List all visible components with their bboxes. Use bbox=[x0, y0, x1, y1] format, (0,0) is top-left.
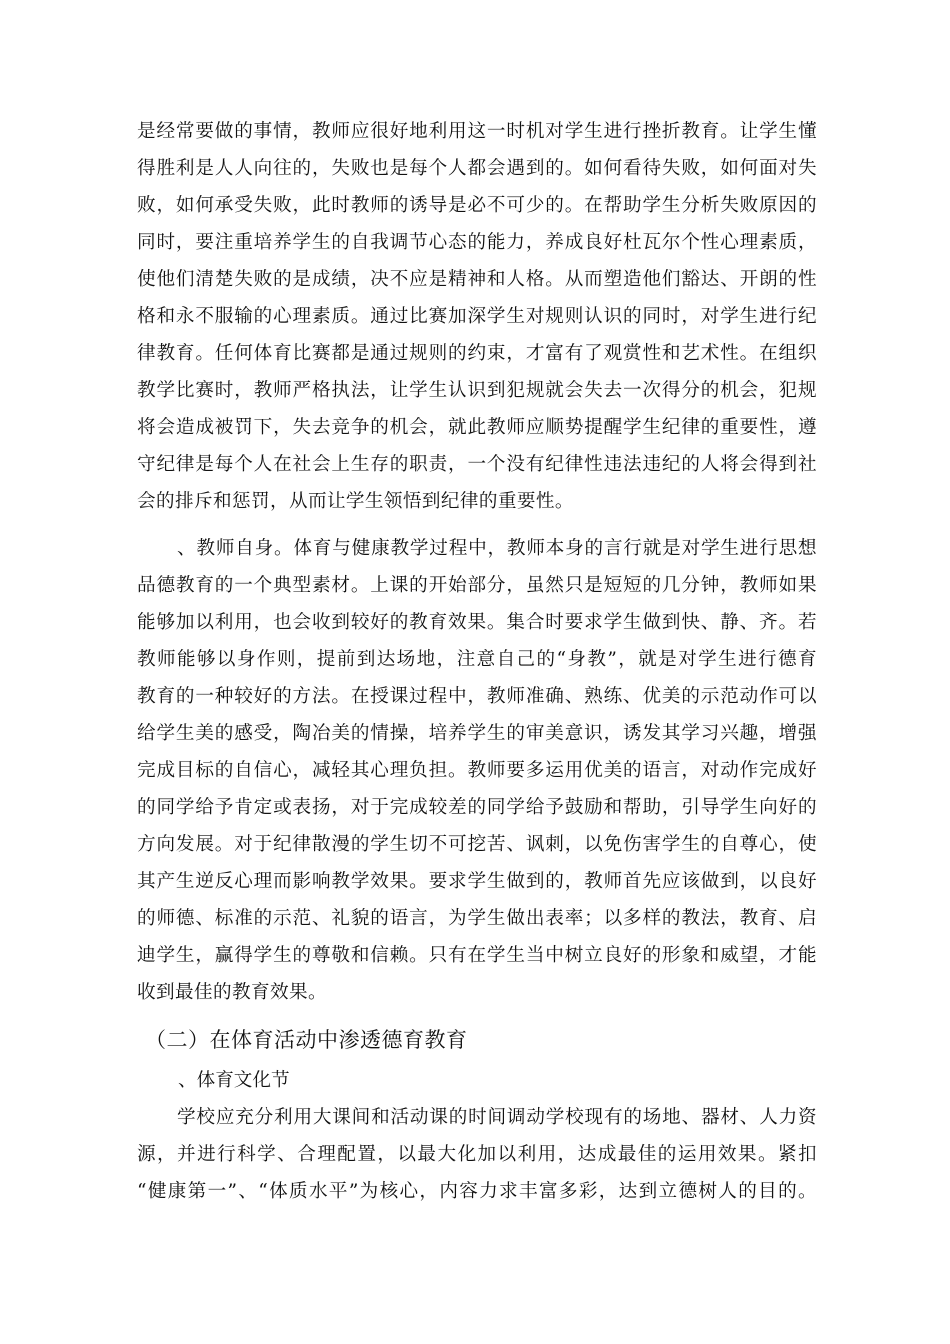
paragraph-culture-festival bbox=[137, 1099, 817, 1210]
paragraph-line: 收到最佳的教育效果。 bbox=[137, 982, 327, 1003]
paragraph-line: 的师德、标准的示范、礼貌的语言，为学生做出表率；以多样的教法，教育、启 bbox=[137, 908, 817, 929]
paragraph-line: 源，并进行科学、合理配置，以最大化加以利用，达成最佳的运用效果。紧扣 bbox=[137, 1144, 817, 1165]
paragraph-line: 品德教育的一个典型素材。上课的开始部分，虽然只是短短的几分钟，教师如果 bbox=[137, 575, 817, 596]
paragraph-line: 的同学给予肯定或表扬，对于完成较差的同学给予鼓励和帮助，引导学生向好的 bbox=[137, 797, 817, 818]
paragraph-line: 其产生逆反心理而影响教学效果。要求学生做到的，教师首先应该做到，以良好 bbox=[137, 871, 817, 892]
paragraph-teacher-self bbox=[137, 530, 817, 1011]
paragraph-line: 同时，要注重培养学生的自我调节心态的能力，养成良好杜瓦尔个性心理素质， bbox=[137, 232, 817, 253]
paragraph-line: 将会造成被罚下，失去竞争的机会，就此教师应顺势提醒学生纪律的重要性，遵 bbox=[137, 417, 817, 438]
paragraph-line: “健康第一”、“体质水平”为核心，内容力求丰富多彩，达到立德树人的目的。 bbox=[137, 1181, 817, 1202]
paragraph-line: 学校应充分利用大课间和活动课的时间调动学校现有的场地、器材、人力资 bbox=[177, 1107, 817, 1128]
paragraph-line: 迪学生，赢得学生的尊敬和信赖。只有在学生当中树立良好的形象和威望，才能 bbox=[137, 945, 817, 966]
paragraph-line: 、教师自身。体育与健康教学过程中，教师本身的言行就是对学生进行思想 bbox=[177, 538, 817, 559]
paragraph-line: 会的排斥和惩罚，从而让学生领悟到纪律的重要性。 bbox=[137, 491, 574, 512]
paragraph-line: 方向发展。对于纪律散漫的学生切不可挖苦、讽刺，以免伤害学生的自尊心，使 bbox=[137, 834, 817, 855]
paragraph-line: 完成目标的自信心，减轻其心理负担。教师要多运用优美的语言，对动作完成好 bbox=[137, 760, 817, 781]
paragraph-line: 教育的一种较好的方法。在授课过程中，教师准确、熟练、优美的示范动作可以 bbox=[137, 686, 817, 707]
paragraph-line: 律教育。任何体育比赛都是通过规则的约束，才富有了观赏性和艺术性。在组织 bbox=[137, 343, 817, 364]
paragraph-line: 是经常要做的事情，教师应很好地利用这一时机对学生进行挫折教育。让学生懂 bbox=[137, 121, 817, 142]
paragraph-line: 教师能够以身作则，提前到达场地，注意自己的“身教”，就是对学生进行德育 bbox=[137, 649, 817, 670]
paragraph-line: 教学比赛时，教师严格执法，让学生认识到犯规就会失去一次得分的机会，犯规 bbox=[137, 380, 817, 401]
paragraph-line: 格和永不服输的心理素质。通过比赛加深学生对规则认识的同时，对学生进行纪 bbox=[137, 306, 817, 327]
paragraph-line: 使他们清楚失败的是成绩，决不应是精神和人格。从而塑造他们豁达、开朗的性 bbox=[137, 269, 817, 290]
section-heading: （二）在体育活动中渗透德育教育 bbox=[145, 1028, 468, 1052]
subsection-heading: 、体育文化节 bbox=[178, 1070, 290, 1091]
paragraph-line: 能够加以利用，也会收到较好的教育效果。集合时要求学生做到快、静、齐。若 bbox=[137, 612, 817, 633]
paragraph-line: 给学生美的感受，陶冶美的情操，培养学生的审美意识，诱发其学习兴趣，增强 bbox=[137, 723, 817, 744]
paragraph-line: 得胜利是人人向往的，失败也是每个人都会遇到的。如何看待失败，如何面对失 bbox=[137, 158, 817, 179]
paragraph-setback-education bbox=[137, 113, 817, 520]
paragraph-line: 败，如何承受失败，此时教师的诱导是必不可少的。在帮助学生分析失败原因的 bbox=[137, 195, 817, 216]
paragraph-line: 守纪律是每个人在社会上生存的职责，一个没有纪律性违法违纪的人将会得到社 bbox=[137, 454, 817, 475]
